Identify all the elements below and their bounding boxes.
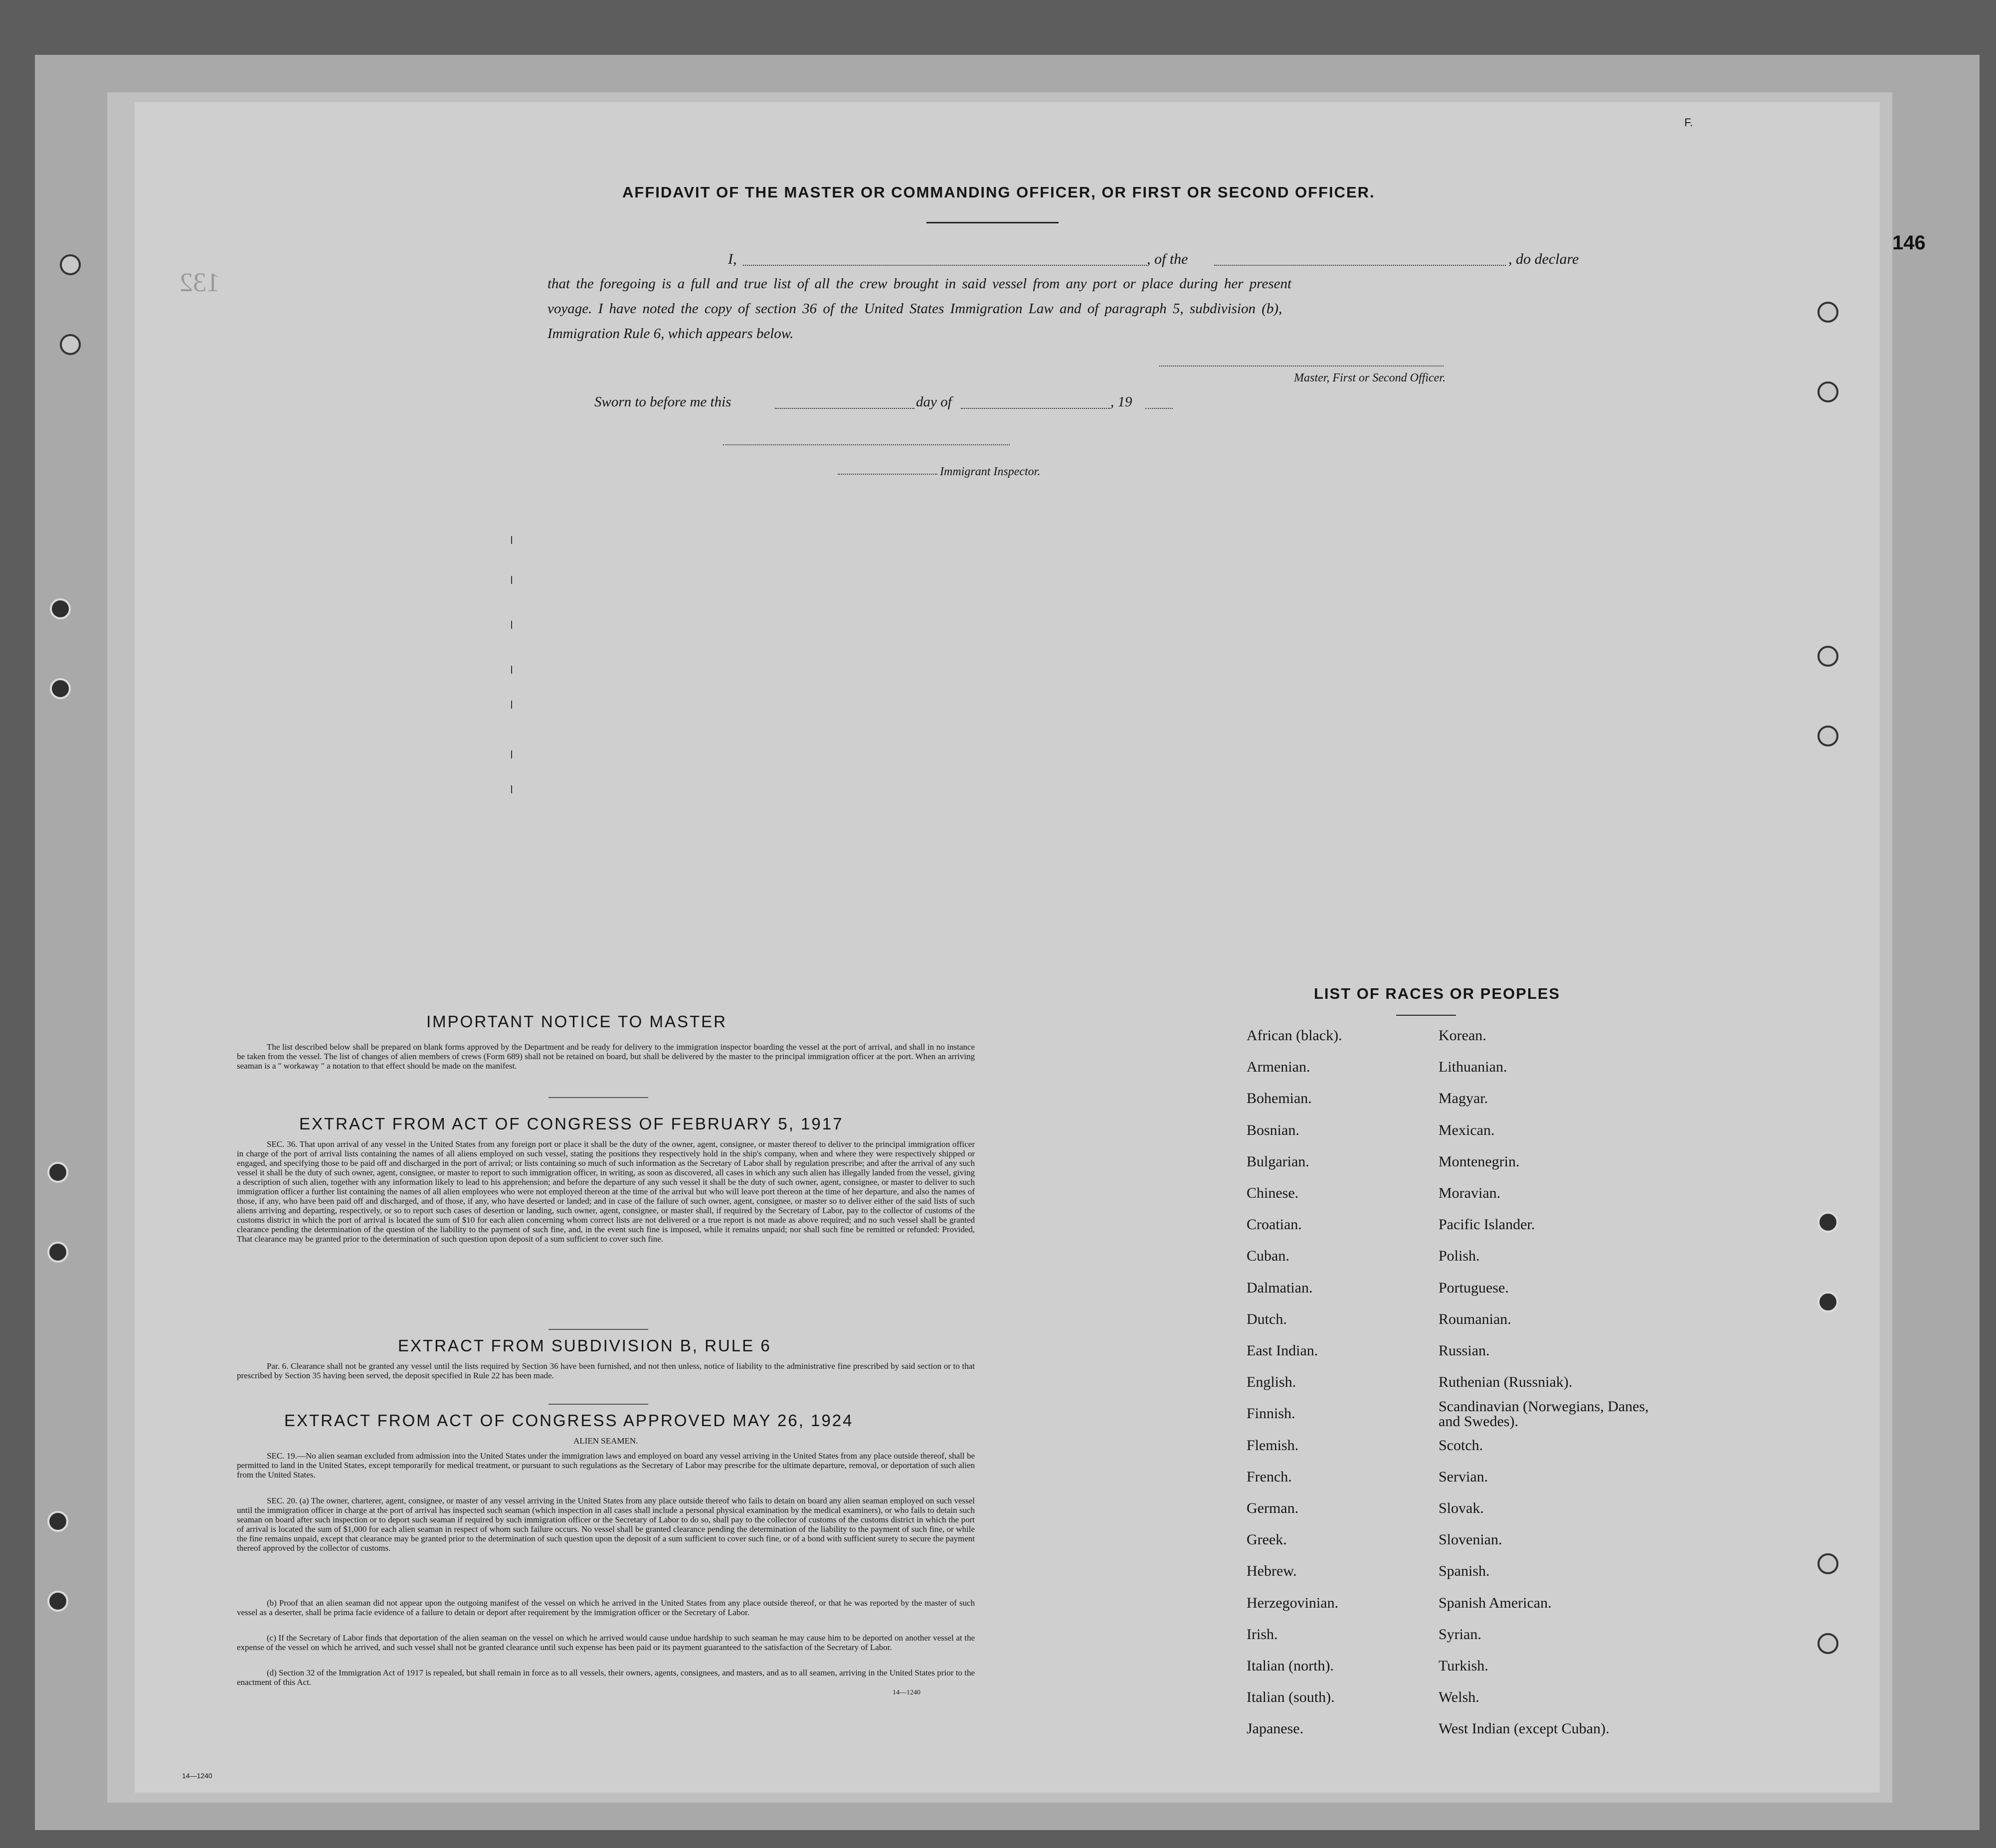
binder-hole-icon: [60, 254, 81, 275]
race-item: Dalmatian.: [1247, 1279, 1313, 1296]
race-item: German.: [1247, 1500, 1299, 1516]
binder-hole-icon: [1817, 1553, 1838, 1574]
race-item: Bulgarian.: [1247, 1153, 1309, 1170]
stray-mark: [511, 750, 512, 758]
binder-hole-icon: [50, 598, 71, 619]
race-item: English.: [1247, 1374, 1296, 1391]
race-item: Chinese.: [1247, 1185, 1299, 1201]
race-item: Herzegovinian.: [1247, 1594, 1339, 1611]
binder-hole-icon: [47, 1162, 68, 1183]
binder-hole-icon: [50, 678, 71, 699]
stray-mark: [511, 666, 512, 674]
race-item: French.: [1247, 1468, 1292, 1485]
race-item: Cuban.: [1247, 1248, 1289, 1265]
race-item: Italian (south).: [1247, 1689, 1335, 1706]
race-item: West Indian (except Cuban).: [1439, 1720, 1610, 1737]
race-item: Japanese.: [1247, 1720, 1304, 1737]
affidavit-line3: voyage. I have noted the copy of section 36 of the United States Immigration Law and of paragraph 5, subdivision (b),: [547, 301, 1282, 317]
race-item: Slovak.: [1439, 1500, 1484, 1516]
race-item: Servian.: [1439, 1468, 1488, 1485]
race-item: Bohemian.: [1247, 1090, 1312, 1107]
sec19-body: SEC. 19.—No alien seaman excluded from admission into the United States under the immigration laws and employed on board any vessel arriving in the United States from any place outside thereof, shall be permitted to land in the United States, except temporarily for medical treatment, or pursuant to such regulations as the Secretary of Labor may prescribe for the ultimate departure, removal, or deportation of such alien from the United States.: [237, 1451, 975, 1479]
declarant-label: I,: [728, 251, 737, 267]
race-item: Spanish.: [1439, 1563, 1490, 1580]
affidavit-title: AFFIDAVIT OF THE MASTER OR COMMANDING OFFICER, OR FIRST OR SECOND OFFICER.: [622, 184, 1375, 201]
race-item: Magyar.: [1439, 1090, 1488, 1107]
extract-rule6-title: EXTRACT FROM SUBDIVISION B, RULE 6: [398, 1336, 771, 1355]
races-title-underline: [1396, 1015, 1456, 1016]
affidavit-line2: that the foregoing is a full and true list of all the crew brought in said vessel from any port or place during her present: [547, 276, 1292, 292]
race-item: Greek.: [1247, 1531, 1287, 1548]
race-item: East Indian.: [1247, 1342, 1318, 1359]
sec20c-body: (c) If the Secretary of Labor finds that deportation of the alien seaman on the vessel on which he arrived would cause undue hardship to such seaman he may cause him to be deported on another vessel at the expense of the vessel on which he arrived, and such vessel shall not be granted clearance until such expense has been paid or its payment guaranteed to the satisfaction of the Secretary of Labor.: [237, 1633, 975, 1652]
extract-1924-subtitle: ALIEN SEAMEN.: [573, 1436, 638, 1446]
binder-hole-icon: [1817, 381, 1838, 402]
title-underline: [926, 222, 1059, 223]
races-title: LIST OF RACES OR PEOPLES: [1314, 985, 1561, 1002]
inspector-signature-line: [723, 444, 1010, 445]
form-sheet: [135, 102, 1880, 1793]
binder-hole-icon: [1817, 1212, 1838, 1233]
binder-hole-icon: [1817, 1633, 1838, 1654]
divider: [548, 1329, 648, 1330]
form-number: 14—1240: [893, 1689, 920, 1696]
declare-label: , do declare: [1508, 251, 1579, 267]
race-item: Pacific Islander.: [1439, 1216, 1535, 1233]
stray-mark: [511, 536, 512, 544]
race-item: Italian (north).: [1247, 1658, 1334, 1674]
sworn-year-blank: [1145, 408, 1173, 409]
race-item: Roumanian.: [1439, 1310, 1511, 1327]
stray-mark: [511, 576, 512, 584]
race-item: Croatian.: [1247, 1216, 1302, 1233]
race-item: Flemish.: [1247, 1437, 1299, 1454]
race-item: Lithuanian.: [1439, 1059, 1507, 1076]
race-item: Spanish American.: [1439, 1594, 1552, 1611]
race-item: Polish.: [1439, 1248, 1480, 1265]
stray-mark: [511, 785, 512, 793]
page-number: 146: [1892, 232, 1926, 254]
race-item: African (black).: [1247, 1027, 1342, 1044]
declarant-blank: [743, 265, 1147, 266]
affidavit-line4: Immigration Rule 6, which appears below.: [547, 326, 794, 342]
binder-hole-icon: [1817, 302, 1838, 323]
binder-hole-icon: [47, 1511, 68, 1532]
race-item: Moravian.: [1439, 1185, 1501, 1201]
race-item: Scandinavian (Norwegians, Danes, and Swedes).: [1439, 1398, 1649, 1430]
race-item: Montenegrin.: [1439, 1153, 1520, 1170]
notice-title: IMPORTANT NOTICE TO MASTER: [426, 1012, 727, 1031]
inspector-blank: [838, 474, 937, 475]
race-item: Hebrew.: [1247, 1563, 1297, 1580]
stray-mark: [511, 701, 512, 709]
signature-label: Master, First or Second Officer.: [1294, 371, 1446, 384]
race-item: Russian.: [1439, 1342, 1490, 1359]
race-item: Scotch.: [1439, 1437, 1483, 1454]
sec20b-body: (b) Proof that an alien seaman did not appear upon the outgoing manifest of the vessel on which he arrived in the United States from any place outside thereof, or that he was reported by the master of such vessel as a deserter, shall be prima facie evidence of a failure to detain or deport after requirement by the immigration officer or the Secretary of Labor.: [237, 1598, 975, 1617]
race-item: Mexican.: [1439, 1121, 1495, 1138]
notice-body: The list described below shall be prepared on blank forms approved by the Department and be ready for delivery to the immigration inspector boarding the vessel at the port of arrival, and shall in no instance be taken from the vessel. The list of changes of alien members of crews (Form 689) shall not be retained on board, but shall be delivered by the master to the principal immigration officer at the port. When an arriving seaman is a " workaway " a notation to that effect should be made on the manifest.: [237, 1042, 975, 1071]
race-item: Dutch.: [1247, 1310, 1287, 1327]
race-item: Armenian.: [1247, 1059, 1310, 1076]
binder-hole-icon: [47, 1242, 68, 1263]
race-item: Slovenian.: [1439, 1531, 1502, 1548]
vessel-label: , of the: [1147, 251, 1188, 267]
inspector-label: Immigrant Inspector.: [940, 465, 1041, 478]
extract-1917-body: SEC. 36. That upon arrival of any vessel in the United States from any foreign port or place it shall be the duty of the owner, agent, consignee, or master thereof to deliver to the principal immigration officer in charge of the port of arrival lists containing the names of all aliens employed on such vessel, stating the positions they respectively hold in the ship's company, when and where they were respectively shipped or engaged, and specifying those to be paid off and discharged in the port of arrival; or lists containing so much of such information as the Secretary of Labor shall by regulation prescribe; and after the arrival of any such vessel it shall be the duty of such owner, agent, consignee, or master to report to such immigration officer, in writing, as soon as discovered, all cases in which any such alien has illegally landed from the vessel, giving a description of such alien, together with any information likely to lead to his apprehension; and before the departure of any such vessel it shall be the duty of such owner, agent, consignee, or master to deliver to such immigration officer a further list containing the names of all alien employees who were not employed thereon at the time of the arrival but who will leave port thereon at the time of her departure, and also the names of those, if any, who have been paid off and discharged, and of those, if any, who have deserted or landed; and in case of the failure of such owner, agent, consignee, or master so to deliver either of the said lists of such aliens arriving and departing, respectively, or so to report such cases of desertion or landing, such owner, agent, consignee, or master shall, if required by the Secretary of Labor, pay to the collector of customs of the customs district in which the port of arrival is located the sum of $10 for each alien concerning whom correct lists are not delivered or a true report is not made as above required; and no such vessel shall be granted clearance pending the determination of the question of the liability to the payment of such fine, and, in the event such fine is imposed, while it remains unpaid; nor shall such fine be remitted or refunded: Provided, That clearance may be granted prior to the determination of such question upon deposit of a sum sufficient to cover such fine.: [237, 1139, 975, 1244]
extract-rule6-body: Par. 6. Clearance shall not be granted any vessel until the lists required by Section 36 have been furnished, and not then unless, notice of liability to the administrative fine prescribed by said section or to that prescribed by Section 35 having been served, the deposit specified in Rule 22 has been made.: [237, 1361, 975, 1380]
extract-1917-title: EXTRACT FROM ACT OF CONGRESS OF FEBRUARY 5, 1917: [299, 1114, 844, 1133]
sworn-month-blank: [961, 408, 1110, 409]
binder-hole-icon: [60, 334, 81, 355]
sec20d-body: (d) Section 32 of the Immigration Act of 1917 is repealed, but shall remain in force as to all vessels, their owners, agents, consignees, and masters, and as to all seamen, arriving in the United States prior to the enactment of this Act.: [237, 1668, 975, 1687]
corner-mark: F.: [1684, 116, 1693, 129]
binder-hole-icon: [1817, 1292, 1838, 1312]
race-item: Bosnian.: [1247, 1121, 1299, 1138]
vessel-blank: [1214, 265, 1506, 266]
stray-mark: [511, 621, 512, 629]
binder-hole-icon: [1817, 646, 1838, 667]
sworn-day-blank: [775, 408, 914, 409]
divider: [548, 1404, 648, 1405]
faint-number: 132: [180, 267, 220, 297]
sworn-day-label: day of: [916, 394, 952, 410]
race-item: Syrian.: [1439, 1626, 1481, 1643]
sworn-prefix: Sworn to before me this: [594, 394, 731, 410]
race-item: Irish.: [1247, 1626, 1278, 1643]
bottom-form-number: 14—1240: [182, 1772, 212, 1780]
signature-line: [1159, 366, 1444, 367]
extract-1924-title: EXTRACT FROM ACT OF CONGRESS APPROVED MAY 26, 1924: [284, 1411, 854, 1430]
sworn-year-label: , 19: [1110, 394, 1132, 410]
binder-hole-icon: [47, 1591, 68, 1612]
race-item: Turkish.: [1439, 1658, 1488, 1674]
race-item: Korean.: [1439, 1027, 1486, 1044]
sec20a-body: SEC. 20. (a) The owner, charterer, agent, consignee, or master of any vessel arriving in the United States from any place outside thereof who fails to detain on board any alien seaman employed on such vessel until the immigration officer in charge at the port of arrival has inspected such seaman (which inspection in all cases shall include a personal physical examination by the medical examiners), or who fails to detain such seaman on board after such inspection or to deport such seaman if required by such immigration officer or the Secretary of Labor to do so, shall pay to the collector of customs of the customs district in which the port of arrival is located the sum of $1,000 for each alien seaman in respect of whom such failure occurs. No vessel shall be granted clearance pending the determination of the liability to the payment of such fine, or while the fine remains unpaid, except that clearance may be granted prior to the determination of such question upon the deposit of a sum sufficient to cover such fine, or of a bond with sufficient surety to secure the payment thereof approved by the collector of customs.: [237, 1496, 975, 1553]
race-item: Welsh.: [1439, 1689, 1479, 1706]
race-item: Ruthenian (Russniak).: [1439, 1374, 1573, 1391]
race-item: Finnish.: [1247, 1405, 1295, 1422]
binder-hole-icon: [1817, 726, 1838, 746]
race-item: Portuguese.: [1439, 1279, 1509, 1296]
divider: [548, 1097, 648, 1098]
